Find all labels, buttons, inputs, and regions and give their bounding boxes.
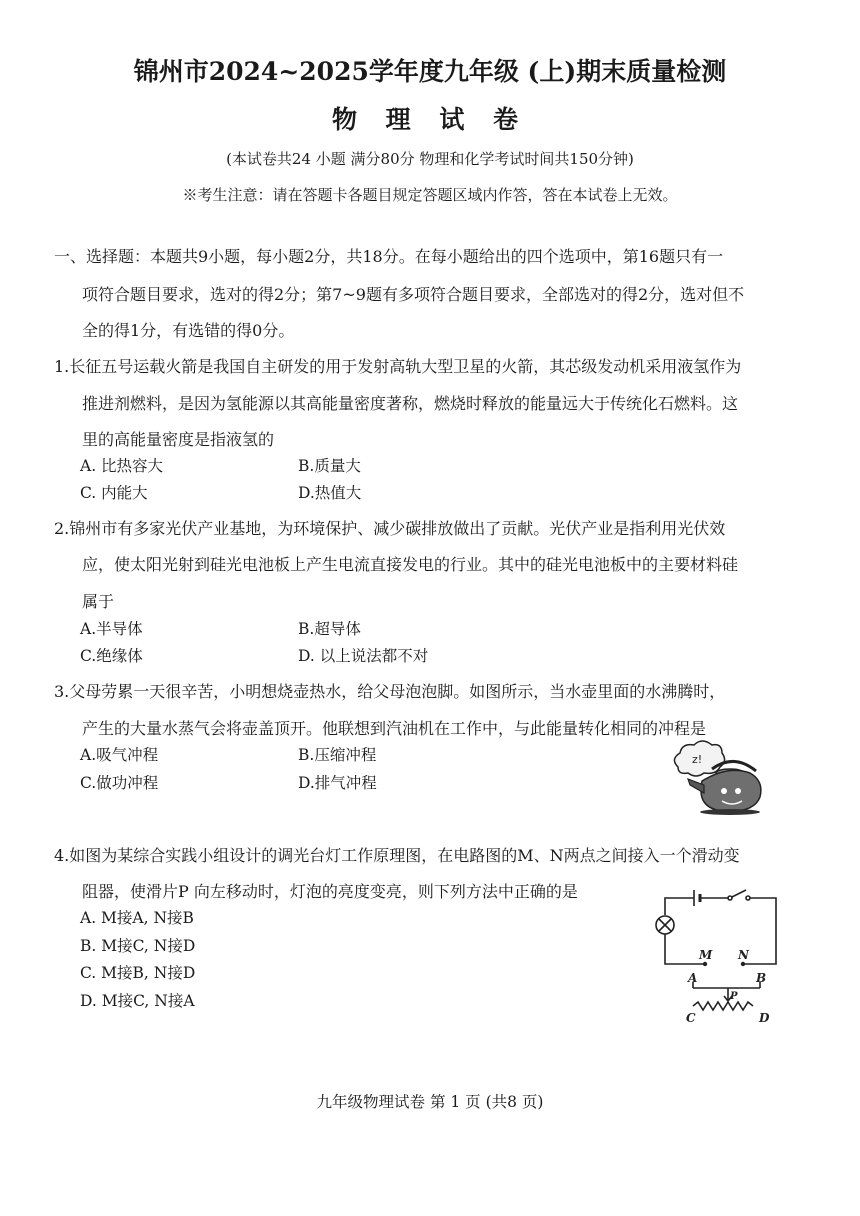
section-instruction-line: 全的得1分，有选错的得0分。 xyxy=(82,321,295,340)
question-1-line: 1.长征五号运载火箭是我国自主研发的用于发射高轨大型卫星的火箭，其芯级发动机采用液氢作为 xyxy=(54,357,742,376)
question-3-option-d: D.排气冲程 xyxy=(298,774,377,792)
question-3-option-c: C.做功冲程 xyxy=(80,774,159,792)
question-1-option-d: D.热值大 xyxy=(298,484,362,502)
exam-notice: ※考生注意：请在答题卡各题目规定答题区域内作答，答在本试卷上无效。 xyxy=(182,186,678,204)
question-2-option-b: B.超导体 xyxy=(298,620,361,638)
kettle-illustration xyxy=(668,735,773,817)
question-4-option-a: A. M接A, N接B xyxy=(80,909,194,927)
question-2-line: 2.锦州市有多家光伏产业基地，为环境保护、减少碳排放做出了贡献。光伏产业是指利用光伏效 xyxy=(54,519,726,538)
question-2-option-d: D. 以上说法都不对 xyxy=(298,647,429,665)
exam-subtitle: 物 理 试 卷 xyxy=(331,105,529,134)
page-footer: 九年级物理试卷 第 1 页 (共8 页) xyxy=(316,1093,544,1111)
question-4-option-c: C. M接B, N接D xyxy=(80,964,196,982)
exam-info: (本试卷共24 小题 满分80分 物理和化学考试时间共150分钟) xyxy=(226,150,634,168)
question-3-option-a: A.吸气冲程 xyxy=(80,746,159,764)
question-2-line: 属于 xyxy=(82,592,115,611)
label-c: C xyxy=(686,1011,696,1025)
svg-text:z!: z! xyxy=(692,753,703,766)
label-n: N xyxy=(738,948,749,962)
question-2-line: 应，使太阳光射到硅光电池板上产生电流直接发电的行业。其中的硅光电池板中的主要材料硅 xyxy=(82,555,739,574)
label-b: B xyxy=(756,971,767,985)
question-3-option-b: B.压缩冲程 xyxy=(298,746,377,764)
exam-title: 锦州市2024~2025学年度九年级 (上)期末质量检测 xyxy=(133,57,727,86)
label-a: A xyxy=(688,971,698,985)
section-instruction-line: 项符合题目要求，选对的得2分；第7~9题有多项符合题目要求，全部选对的得2分，选对但不 xyxy=(82,285,745,304)
question-3-line: 产生的大量水蒸气会将壶盖顶开。他联想到汽油机在工作中，与此能量转化相同的冲程是 xyxy=(82,719,707,738)
label-p: P xyxy=(730,991,738,1002)
question-4-option-d: D. M接C, N接A xyxy=(80,992,195,1010)
question-1-option-b: B.质量大 xyxy=(298,457,361,475)
question-1-option-a: A. 比热容大 xyxy=(80,457,164,475)
question-4-line: 阻器，使滑片P 向左移动时，灯泡的亮度变亮，则下列方法中正确的是 xyxy=(82,882,578,901)
circuit-diagram xyxy=(648,882,783,1028)
label-d: D xyxy=(759,1011,770,1025)
question-4-line: 4.如图为某综合实践小组设计的调光台灯工作原理图，在电路图的M、N两点之间接入一个滑动变 xyxy=(54,846,740,865)
question-2-option-c: C.绝缘体 xyxy=(80,647,143,665)
question-3-line: 3.父母劳累一天很辛苦，小明想烧壶热水，给父母泡泡脚。如图所示，当水壶里面的水沸腾时， xyxy=(54,682,726,701)
section-instruction-line: 一、选择题：本题共9小题，每小题2分，共18分。在每小题给出的四个选项中，第16题只有一 xyxy=(54,247,724,266)
question-1-line: 推进剂燃料，是因为氢能源以其高能量密度著称，燃烧时释放的能量远大于传统化石燃料。这 xyxy=(82,394,739,413)
question-2-option-a: A.半导体 xyxy=(80,620,143,638)
question-4-option-b: B. M接C, N接D xyxy=(80,937,196,955)
question-1-line: 里的高能量密度是指液氢的 xyxy=(82,430,275,449)
question-1-option-c: C. 内能大 xyxy=(80,484,148,502)
label-m: M xyxy=(699,948,713,962)
